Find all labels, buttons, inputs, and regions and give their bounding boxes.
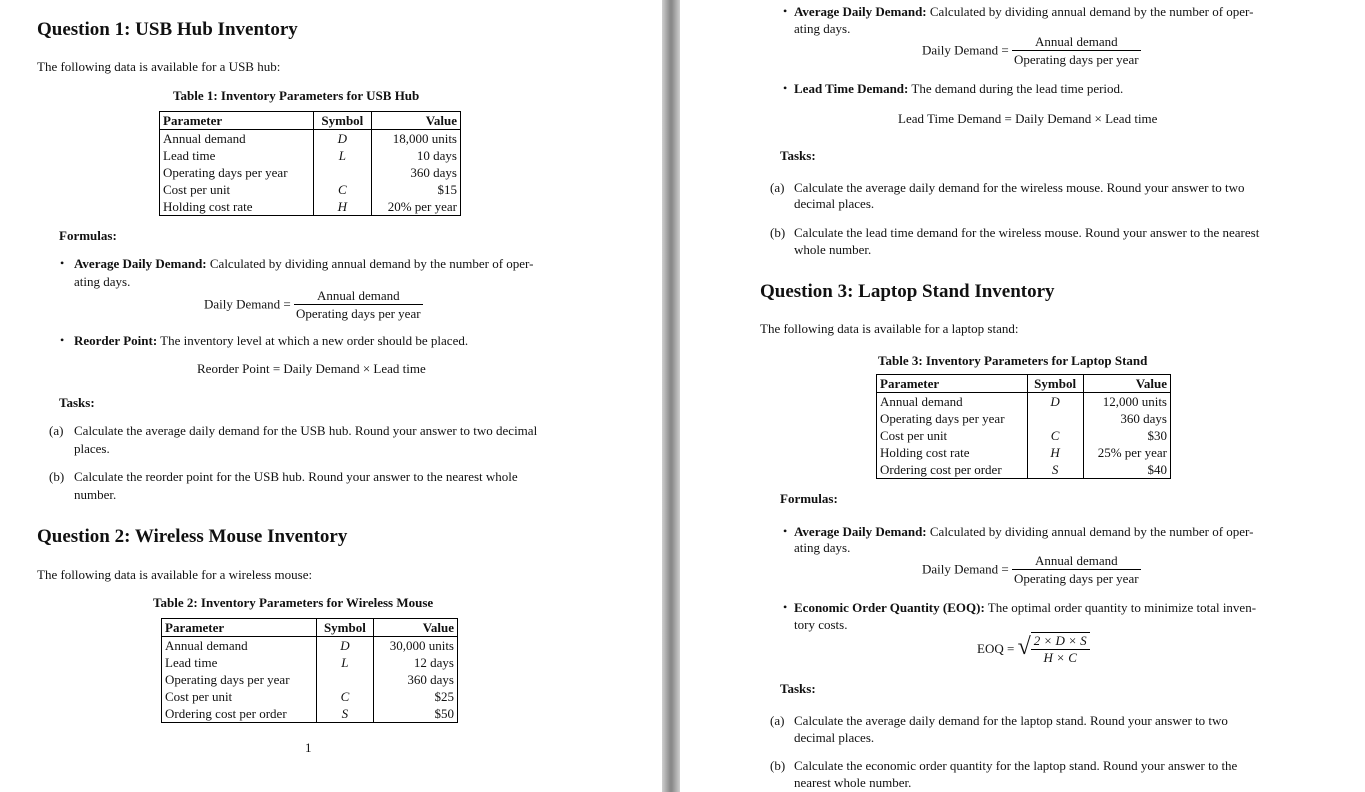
bullet-icon: • [783,81,788,95]
table-2-caption: Table 2: Inventory Parameters for Wireless Mouse [153,595,434,610]
cell-parameter: Operating days per year [160,164,314,181]
cell-value: $25 [434,689,454,704]
table-row [160,130,461,148]
formula-1-text: Calculated by dividing annual demand by the number of oper- [206,256,534,271]
cell-value: 12 days [413,655,454,670]
numerator: Annual demand [1012,33,1141,51]
q2-tasks-label: Tasks: [780,148,816,163]
cell-value: 30,000 units [389,638,454,653]
formula-2-description [74,333,468,349]
cell-value: 360 days [407,672,454,687]
cell-value: 360 days [1120,411,1167,426]
table-row [162,637,458,655]
header-symbol: Symbol [1027,375,1083,393]
formula-2-term: Economic Order Quantity (EOQ): [794,600,985,615]
page-number: 1 [305,740,312,755]
cell-symbol: D [314,130,371,148]
q2-task-a-text-cont: decimal places. [794,196,875,211]
cell-value: $30 [1147,428,1167,443]
cell-symbol [314,164,371,181]
equation-lhs: Daily Demand = [204,296,291,312]
bullet-icon: • [60,256,65,270]
question-1-intro: The following data is available for a USB hub: [37,59,281,74]
cell-value: 12,000 units [1102,394,1167,409]
q3-task-b-text-cont: nearest whole number. [794,775,912,790]
cell-symbol: C [314,181,371,198]
q3-formula-2-description [794,600,1256,616]
q3-task-a-text: Calculate the average daily demand for the laptop stand. Round your answer to two [794,713,1228,728]
cell-parameter: Holding cost rate [877,444,1028,461]
denominator: Operating days per year [1014,52,1139,67]
cell-parameter: Cost per unit [160,181,314,198]
table-row [877,393,1171,411]
page-right [680,0,1365,792]
q2-formula-1-description [794,4,1253,20]
header-parameter: Parameter [877,375,1028,393]
header-value: Value [374,619,458,637]
numerator: Annual demand [1012,552,1141,570]
table-1-caption: Table 1: Inventory Parameters for USB Hub [173,88,420,103]
square-root [1018,632,1090,666]
tasks-label: Tasks: [59,395,95,410]
cell-value: $15 [437,182,457,197]
cell-value: 10 days [416,148,457,163]
cell-symbol: L [316,654,374,671]
table-header-row [877,375,1171,393]
denominator: H × C [1043,650,1077,665]
cell-symbol: L [314,147,371,164]
header-value: Value [1083,375,1170,393]
cell-symbol: D [316,637,374,655]
question-3-title: Question 3: Laptop Stand Inventory [760,281,1055,302]
question-2-title: Question 2: Wireless Mouse Inventory [37,526,348,547]
cell-parameter: Lead time [160,147,314,164]
q3-task-a-text-cont: decimal places. [794,730,875,745]
task-a-text: Calculate the average daily demand for the USB hub. Round your answer to two decimal [74,423,538,438]
question-1-title: Question 1: USB Hub Inventory [37,19,298,40]
cell-parameter: Annual demand [162,637,317,655]
q2-task-a-label: (a) [770,180,785,195]
q3-task-a-label: (a) [770,713,785,728]
cell-parameter: Ordering cost per order [877,461,1028,479]
cell-parameter: Lead time [162,654,317,671]
cell-parameter: Cost per unit [877,427,1028,444]
q2-formula-2-description [794,81,1123,97]
cell-symbol: C [1027,427,1083,444]
question-3-intro: The following data is available for a laptop stand: [760,321,1019,336]
cell-symbol [316,671,374,688]
cell-symbol: H [314,198,371,216]
q3-tasks-label: Tasks: [780,681,816,696]
table-row [162,705,458,723]
cell-symbol: H [1027,444,1083,461]
task-b-label: (b) [49,469,65,484]
q3-daily-demand-equation [922,552,1141,587]
cell-parameter: Operating days per year [162,671,317,688]
cell-parameter: Ordering cost per order [162,705,317,723]
q2-task-b-text-cont: whole number. [794,242,872,257]
formula-1-text: Calculated by dividing annual demand by the number of oper- [926,524,1254,539]
task-a-label: (a) [49,423,64,438]
cell-parameter: Annual demand [877,393,1028,411]
q2-task-b-label: (b) [770,225,786,240]
formula-2-text: The optimal order quantity to minimize total inven- [984,600,1257,615]
q2-daily-demand-equation [922,33,1141,68]
formula-1-term: Average Daily Demand: [74,256,207,271]
cell-symbol [1027,410,1083,427]
table-row [877,427,1171,444]
fraction [1012,552,1141,587]
table-3-caption: Table 3: Inventory Parameters for Laptop Stand [878,353,1148,368]
task-b-text: Calculate the reorder point for the USB hub. Round your answer to the nearest whole [74,469,518,484]
daily-demand-equation [204,287,423,322]
bullet-icon: • [783,4,788,18]
numerator: Annual demand [294,287,423,305]
cell-parameter: Operating days per year [877,410,1028,427]
cell-symbol: C [316,688,374,705]
radical-sign-icon: √ [1017,634,1031,660]
table-row [877,410,1171,427]
q3-task-b-label: (b) [770,758,786,773]
formula-2-term: Reorder Point: [74,333,158,348]
header-symbol: Symbol [316,619,374,637]
cell-parameter: Annual demand [160,130,314,148]
q2-task-b-text: Calculate the lead time demand for the wireless mouse. Round your answer to the nearest [794,225,1260,240]
table-header-row [162,619,458,637]
page-gutter [662,0,680,792]
cell-value: 25% per year [1097,445,1167,460]
formula-2-text: The demand during the lead time period. [908,81,1124,96]
equation-lhs: EOQ = [977,641,1015,656]
cell-parameter: Holding cost rate [160,198,314,216]
formula-1-text-cont: ating days. [74,274,131,289]
equation-lhs: Daily Demand = [922,42,1009,58]
table-3 [876,374,1171,479]
formula-1-text: Calculated by dividing annual demand by the number of oper- [926,4,1254,19]
bullet-icon: • [783,600,788,614]
page-left [0,0,662,792]
cell-symbol: S [1027,461,1083,479]
reorder-point-equation: Reorder Point = Daily Demand × Lead time [197,361,426,376]
table-row [160,164,461,181]
formula-1-term: Average Daily Demand: [794,4,927,19]
q3-formula-2-text-cont: tory costs. [794,617,848,632]
equation-lhs: Daily Demand = [922,561,1009,577]
table-row [160,181,461,198]
task-a-text-cont: places. [74,441,110,456]
task-b-text-cont: number. [74,487,117,502]
table-row [162,688,458,705]
denominator: Operating days per year [1014,571,1139,586]
q3-task-b-text: Calculate the economic order quantity for the laptop stand. Round your answer to the [794,758,1238,773]
cell-value: 20% per year [387,199,457,214]
cell-symbol: D [1027,393,1083,411]
fraction [1012,33,1141,68]
lead-time-demand-equation: Lead Time Demand = Daily Demand × Lead time [898,111,1158,126]
q3-formulas-label: Formulas: [780,491,838,506]
table-row [160,198,461,216]
cell-parameter: Cost per unit [162,688,317,705]
table-header-row [160,112,461,130]
q2-formula-1-text-cont: ating days. [794,21,851,36]
cell-symbol: S [316,705,374,723]
table-row [877,461,1171,479]
radicand [1031,632,1090,666]
bullet-icon: • [783,524,788,538]
q3-formula-1-text-cont: ating days. [794,540,851,555]
cell-value: $50 [434,706,454,721]
header-parameter: Parameter [160,112,314,130]
bullet-icon: • [60,333,65,347]
formula-2-term: Lead Time Demand: [794,81,909,96]
table-2 [161,618,458,723]
formula-2-text: The inventory level at which a new order should be placed. [157,333,469,348]
eoq-equation [977,632,1090,666]
cell-value: $40 [1147,462,1167,477]
header-parameter: Parameter [162,619,317,637]
table-row [162,671,458,688]
formula-1-description [74,256,533,272]
numerator: 2 × D × S [1031,633,1090,650]
header-symbol: Symbol [314,112,371,130]
table-1 [159,111,461,216]
formula-1-term: Average Daily Demand: [794,524,927,539]
table-row [877,444,1171,461]
q3-formula-1-description [794,524,1253,540]
formulas-label: Formulas: [59,228,117,243]
cell-value: 18,000 units [392,131,457,146]
question-2-intro: The following data is available for a wireless mouse: [37,567,313,582]
table-row [162,654,458,671]
header-value: Value [371,112,460,130]
fraction [294,287,423,322]
table-row [160,147,461,164]
cell-value: 360 days [410,165,457,180]
denominator: Operating days per year [296,306,421,321]
q2-task-a-text: Calculate the average daily demand for the wireless mouse. Round your answer to two [794,180,1245,195]
